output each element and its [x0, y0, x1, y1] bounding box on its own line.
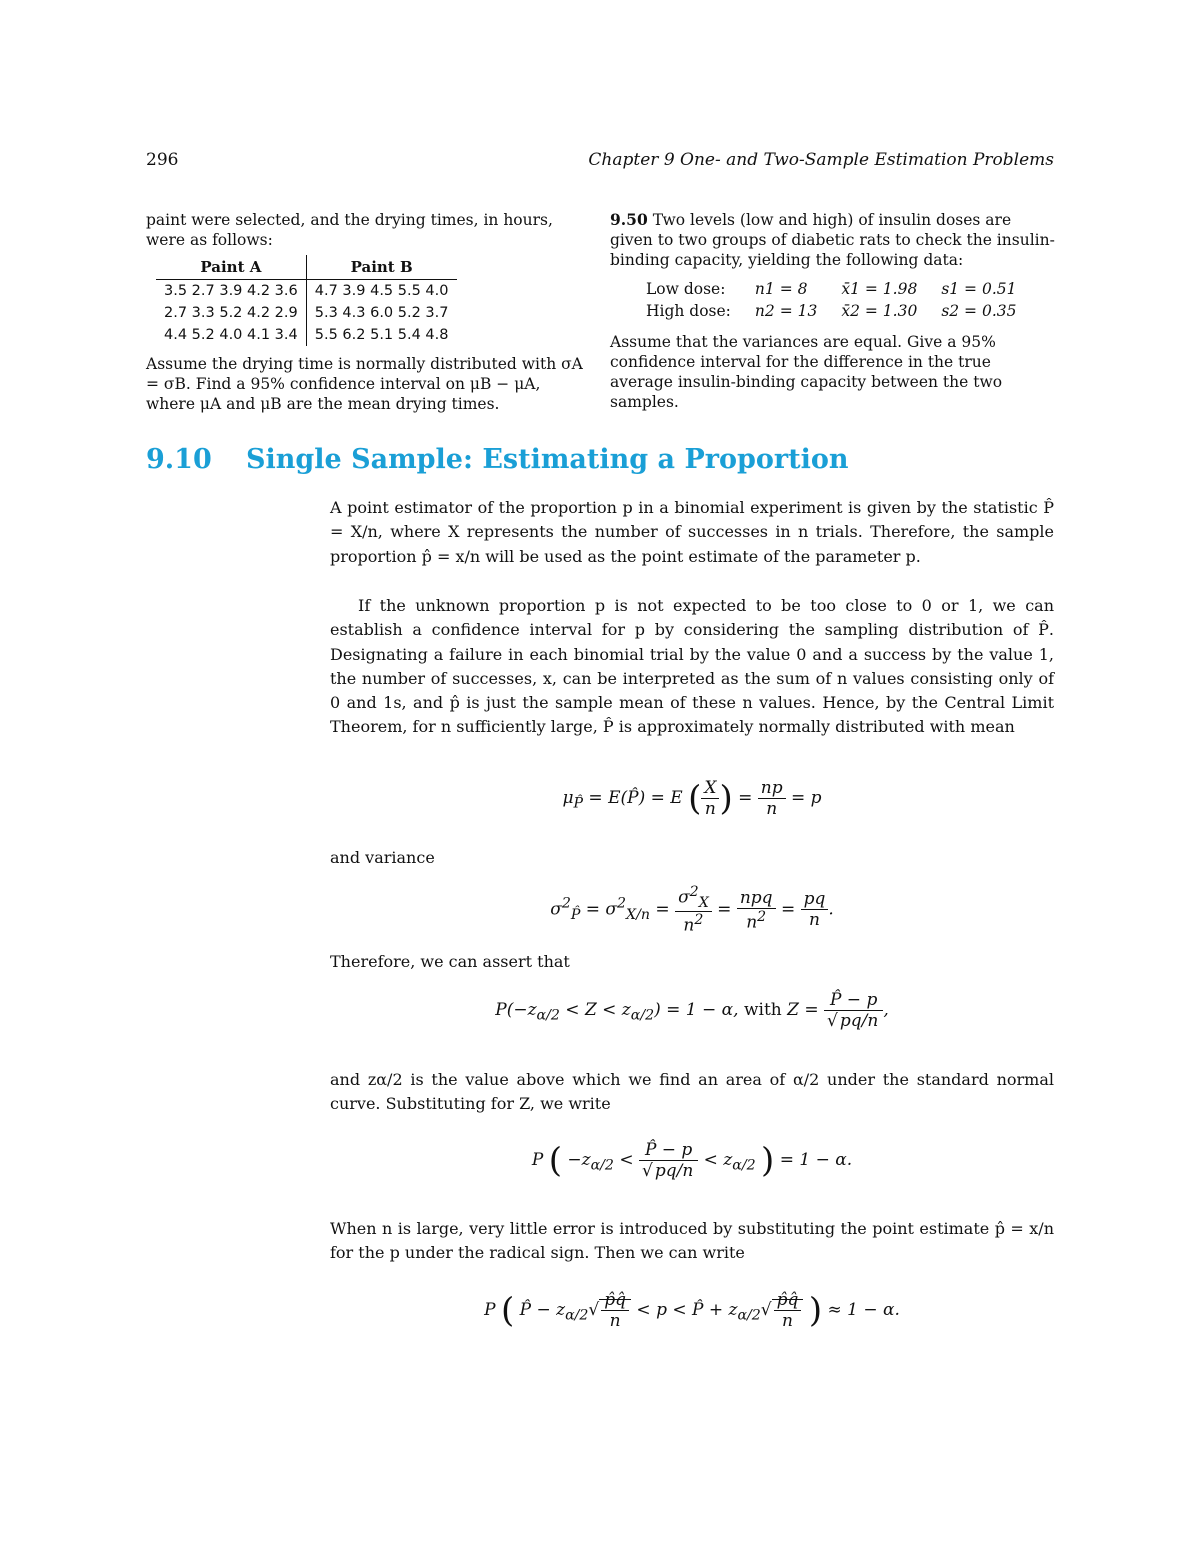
therefore-text: Therefore, we can assert that: [330, 952, 570, 971]
paint-a-header: Paint A: [156, 255, 306, 280]
paragraph-3: [330, 1068, 1054, 1117]
paragraph-2-text: If the unknown proportion p is not expected to be too close to 0 or 1, we can establish a confidence interval for p by considering the sampling distribution of P̂. Designating a failure in each binomial trial by the value 0 and a success by the value 1, the number of successes, x, can be interpreted as the sum of n values consisting only of 0 and 1s, and p̂ is just the sample mean of these n values. Hence, by the Central Limit Theorem, for n sufficiently large, P̂ is approximately normally distributed with mean: [330, 596, 1054, 737]
paint-b-header: Paint B: [306, 255, 456, 280]
dose-label: High dose:: [646, 302, 731, 320]
paint-a-cell: 2.7 3.3 5.2 4.2 2.9: [164, 305, 298, 321]
paint-a-cell: 4.4 5.2 4.0 4.1 3.4: [164, 327, 298, 343]
dose-table: [646, 278, 1026, 322]
table-row: [156, 302, 457, 324]
exercise-text-2: Assume that the variances are equal. Give a 95% confidence interval for the difference in the true average insulin-binding capacity between the two samples.: [610, 333, 1003, 411]
paint-table: [156, 255, 457, 346]
table-row: [646, 300, 1026, 322]
section-title: Single Sample: Estimating a Proportion: [246, 444, 849, 475]
and-variance-text: and variance: [330, 848, 435, 867]
equation-probability: $P(-z_{\alpha/2} < Z < z_{\alpha/2}) = 1 - \alpha$, with Z = $\frac{P̂ - p}{√ pq/n}$ ,: [495, 990, 889, 1031]
section-number: 9.10: [146, 444, 212, 475]
page-number: 296: [146, 150, 179, 170]
dose-s: s2 = 0.35: [941, 302, 1017, 320]
therefore: [330, 950, 1054, 974]
exercise-number: 9.50: [610, 210, 648, 229]
paragraph-2: [330, 594, 1054, 740]
dose-mean: x̄2 = 1.30: [841, 302, 918, 320]
running-head: Chapter 9 One- and Two-Sample Estimation Problems: [588, 150, 1054, 170]
dose-s: s1 = 0.51: [941, 280, 1017, 298]
equation-mean: $\mu_{P̂}$ = E(P̂) = E ( $\frac{X}{n}$ ) = $\frac{np}{n}$ = p: [562, 778, 822, 819]
dose-mean: x̄1 = 1.98: [841, 280, 918, 298]
section-heading: [146, 444, 848, 475]
paint-b-cell: 5.5 6.2 5.1 5.4 4.8: [306, 324, 456, 346]
paragraph-4-text: When n is large, very little error is introduced by substituting the point estimate p̂ = x/n for the p under the radical sign. Then we can write: [330, 1219, 1054, 1263]
exercise-left-column: [146, 210, 586, 414]
dose-label: Low dose:: [646, 280, 726, 298]
dose-n: n2 = 13: [754, 302, 818, 320]
paragraph-3-text: and zα/2 is the value above which we find an area of α/2 under the standard normal curve. Substituting for Z, we write: [330, 1070, 1054, 1114]
exercise-intro: paint were selected, and the drying times, in hours, were as follows:: [146, 211, 553, 249]
paragraph-1: [330, 496, 1054, 569]
equation-interval: P ( P̂ − $z_{\alpha/2}√$ $\frac{p̂q̂}{n}$ < p < P̂ + $z_{\alpha/2}√$ $\frac{p̂q̂}{n}$ ) ≈ 1 − α.: [484, 1290, 900, 1331]
exercise-950: [610, 210, 1055, 270]
paint-b-cell: 4.7 3.9 4.5 5.5 4.0: [306, 280, 456, 303]
paragraph-4: [330, 1217, 1054, 1266]
exercise-right-column: [610, 210, 1055, 412]
table-row: [156, 280, 457, 303]
exercise-text: Two levels (low and high) of insulin doses are given to two groups of diabetic rats to check the insulin-binding capacity, yielding the following data:: [610, 211, 1055, 269]
dose-n: n1 = 8: [754, 280, 808, 298]
paragraph-1-text: A point estimator of the proportion p in a binomial experiment is given by the statistic P̂ = X/n, where X represents the number of successes in n trials. Therefore, the sample proportion p̂ = x/n will be used as the point estimate of the parameter p.: [330, 498, 1054, 566]
table-row: [646, 278, 1026, 300]
equation-substitution: P ( $-z_{\alpha/2}$ < $\frac{P̂ - p}{√ pq/n}$ < $z_{\alpha/2}$ ) = 1 − α.: [531, 1140, 853, 1181]
equation-variance: $\sigma^2_{P̂} = \sigma^2_{X/n}$ = $\frac{\sigma^2_X}{n^2}$ = $\frac{\text{npq}}{n^2}$ = $\frac{pq}{n}$ .: [550, 884, 834, 936]
paint-a-cell: 3.5 2.7 3.9 4.2 3.6: [164, 283, 298, 299]
and-variance: [330, 846, 1054, 870]
paint-b-cell: 5.3 4.3 6.0 5.2 3.7: [306, 302, 456, 324]
exercise-outro: Assume the drying time is normally distributed with σA = σB. Find a 95% confidence interval on μB − μA, where μA and μB are the mean drying times.: [146, 355, 583, 413]
table-row: [156, 324, 457, 346]
